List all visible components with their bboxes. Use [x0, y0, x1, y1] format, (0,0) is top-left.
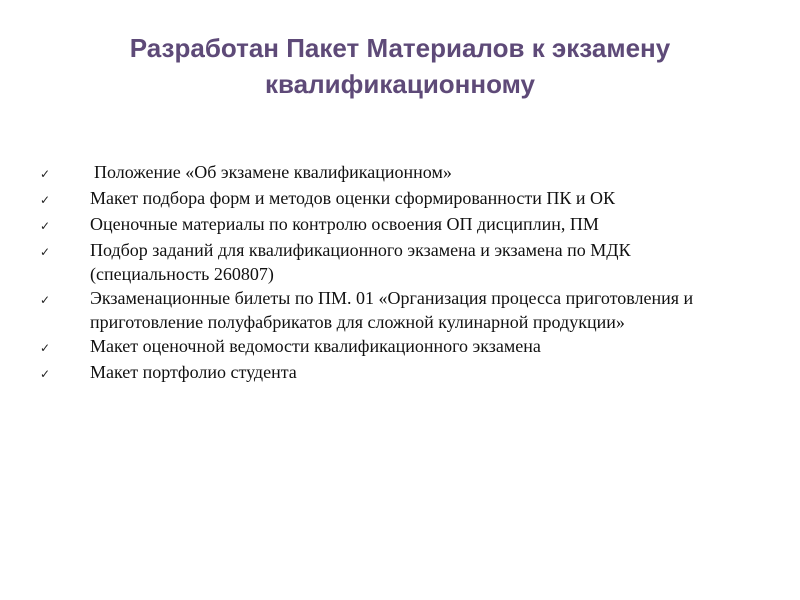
list-item [40, 238, 740, 286]
check-icon: ✓ [40, 293, 51, 307]
list-item-text: Оценочные материалы по контролю освоения ОП дисциплин, ПМ [90, 214, 599, 234]
materials-list [40, 160, 740, 386]
check-icon: ✓ [40, 219, 51, 233]
list-item [40, 286, 740, 334]
list-item [40, 186, 740, 212]
list-item [40, 212, 740, 238]
list-item-text: Подбор заданий для квалификационного экзамена и экзамена по МДК (специальность 260807) [90, 240, 631, 284]
check-icon: ✓ [40, 193, 51, 207]
list-item-text: Положение «Об экзамене квалификационном» [94, 162, 452, 182]
check-icon: ✓ [40, 341, 51, 355]
list-item [40, 334, 740, 360]
check-icon: ✓ [40, 245, 51, 259]
list-item-text: Макет портфолио студента [90, 362, 297, 382]
list-item-text: Макет подбора форм и методов оценки сформированности ПК и ОК [90, 188, 615, 208]
title-line-2: квалификационному [265, 69, 535, 99]
slide-title [40, 30, 760, 102]
check-icon: ✓ [40, 167, 51, 181]
check-icon: ✓ [40, 367, 51, 381]
list-item [40, 360, 740, 386]
list-item-text: Экзаменационные билеты по ПМ. 01 «Организация процесса приготовления и приготовление полуфабрикатов для сложной кулинарной продукции» [90, 288, 694, 332]
list-item-text: Макет оценочной ведомости квалификационного экзамена [90, 336, 541, 356]
title-line-1: Разработан Пакет Материалов к экзамену [129, 33, 671, 63]
list-item [40, 160, 740, 186]
